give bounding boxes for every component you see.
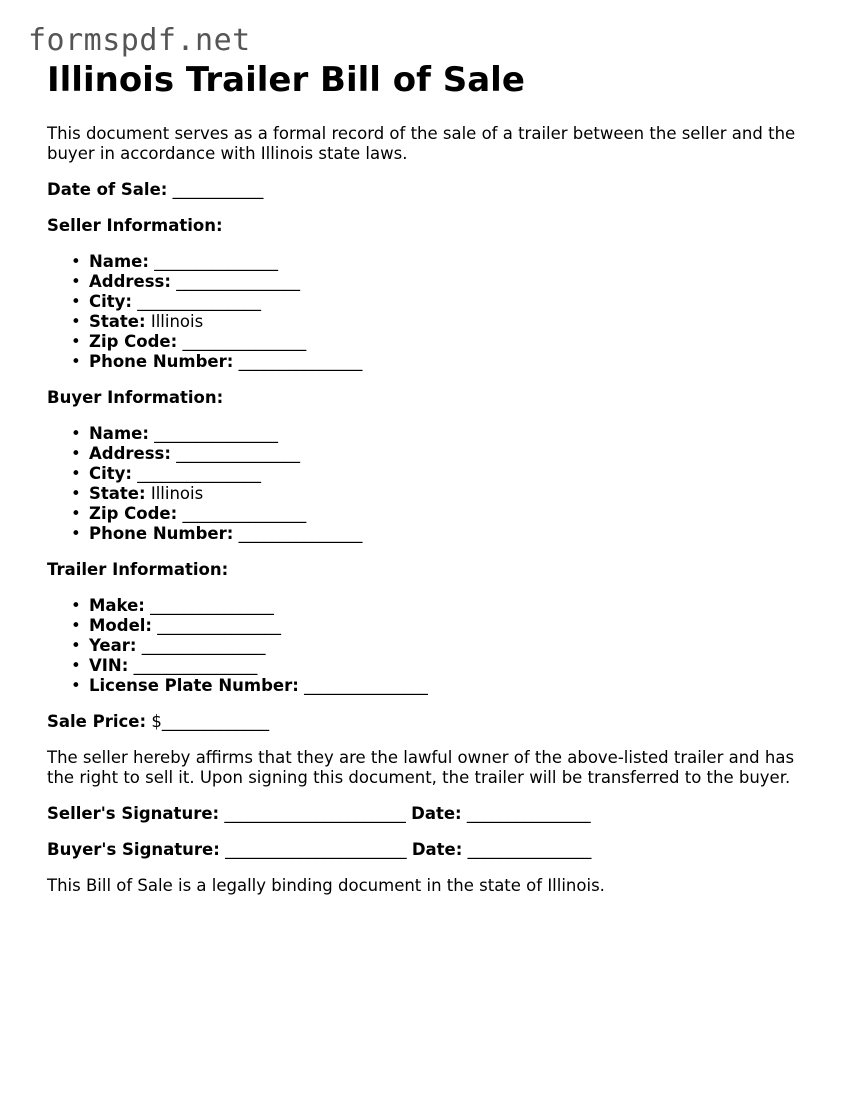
buyer-city-value: _______________: [137, 464, 262, 483]
trailer-model-label: Model:: [89, 616, 153, 635]
bullet-icon: •: [71, 424, 81, 443]
trailer-vin-label: VIN:: [89, 656, 129, 675]
buyer-city-label: City:: [89, 464, 133, 483]
seller-signature-label: Seller's Signature:: [47, 804, 220, 823]
buyer-signature-date-blank: _______________: [467, 840, 592, 859]
bullet-icon: •: [71, 504, 81, 523]
list-item: [71, 484, 822, 504]
bullet-icon: •: [71, 524, 81, 543]
seller-signature-blank: ______________________: [224, 804, 406, 823]
bullet-icon: •: [71, 352, 81, 371]
trailer-make-label: Make:: [89, 596, 145, 615]
watermark-logo: formspdf.net: [28, 23, 251, 58]
list-item: [71, 332, 822, 352]
buyer-phone-value: _______________: [238, 524, 363, 543]
seller-state-value: Illinois: [150, 312, 204, 331]
buyer-name-value: _______________: [154, 424, 278, 443]
seller-phone-value: _______________: [238, 352, 363, 371]
date-of-sale-field: [47, 180, 822, 200]
trailer-section-heading: Trailer Information:: [47, 560, 229, 579]
buyer-zip-value: _______________: [182, 504, 307, 523]
list-item: [71, 444, 822, 464]
seller-phone-label: Phone Number:: [89, 352, 234, 371]
buyer-state-value: Illinois: [150, 484, 204, 503]
buyer-signature-date-label: Date:: [411, 840, 463, 859]
bullet-icon: •: [71, 332, 81, 351]
seller-zip-value: _______________: [182, 332, 307, 351]
bullet-icon: •: [71, 272, 81, 291]
list-item: [71, 524, 822, 544]
document: [47, 60, 822, 896]
trailer-plate-label: License Plate Number:: [89, 676, 299, 695]
seller-name-label: Name:: [89, 252, 149, 271]
trailer-model-value: _______________: [157, 616, 282, 635]
seller-state-label: State:: [89, 312, 146, 331]
buyer-name-label: Name:: [89, 424, 149, 443]
buyer-signature-label: Buyer's Signature:: [47, 840, 220, 859]
list-item: [71, 292, 822, 312]
date-of-sale-blank: ___________: [172, 180, 264, 199]
buyer-signature-field: [47, 840, 822, 860]
bullet-icon: •: [71, 656, 81, 675]
list-item: [71, 424, 822, 444]
list-item: [71, 656, 822, 676]
list-item: [71, 596, 822, 616]
bullet-icon: •: [71, 484, 81, 503]
seller-address-value: _______________: [176, 272, 300, 291]
buyer-address-value: _______________: [176, 444, 300, 463]
bullet-icon: •: [71, 464, 81, 483]
trailer-year-label: Year:: [89, 636, 137, 655]
sale-price-blank: $_____________: [151, 712, 270, 731]
bullet-icon: •: [71, 636, 81, 655]
list-item: [71, 352, 822, 372]
intro-paragraph: This document serves as a formal record of the sale of a trailer between the seller and the buyer in accordance with Illinois state laws.: [47, 124, 796, 163]
buyer-address-label: Address:: [89, 444, 171, 463]
trailer-plate-value: _______________: [304, 676, 428, 695]
seller-zip-label: Zip Code:: [89, 332, 178, 351]
buyer-signature-blank: ______________________: [225, 840, 407, 859]
seller-address-label: Address:: [89, 272, 171, 291]
buyer-section-heading: Buyer Information:: [47, 388, 224, 407]
list-item: [71, 272, 822, 292]
list-item: [71, 464, 822, 484]
buyer-zip-label: Zip Code:: [89, 504, 178, 523]
trailer-vin-value: _______________: [133, 656, 258, 675]
sale-price-label: Sale Price:: [47, 712, 147, 731]
seller-city-label: City:: [89, 292, 133, 311]
trailer-year-value: _______________: [141, 636, 266, 655]
bullet-icon: •: [71, 312, 81, 331]
seller-signature-date-blank: _______________: [466, 804, 591, 823]
list-item: [71, 252, 822, 272]
bullet-icon: •: [71, 616, 81, 635]
bullet-icon: •: [71, 292, 81, 311]
list-item: [71, 616, 822, 636]
bullet-icon: •: [71, 596, 81, 615]
buyer-info-list: [47, 424, 822, 544]
list-item: [71, 676, 822, 696]
buyer-phone-label: Phone Number:: [89, 524, 234, 543]
sale-price-field: [47, 712, 822, 732]
list-item: [71, 312, 822, 332]
list-item: [71, 636, 822, 656]
bullet-icon: •: [71, 252, 81, 271]
trailer-info-list: [47, 596, 822, 696]
trailer-make-value: _______________: [150, 596, 274, 615]
bullet-icon: •: [71, 444, 81, 463]
seller-section-heading: Seller Information:: [47, 216, 223, 235]
seller-signature-date-label: Date:: [411, 804, 462, 823]
seller-info-list: [47, 252, 822, 372]
date-of-sale-label: Date of Sale:: [47, 180, 168, 199]
affirmation-paragraph: The seller hereby affirms that they are the lawful owner of the above-listed trailer and has the right to sell it. Upon signing this document, the trailer will be transferred to the buyer.: [47, 748, 795, 787]
closing-statement: This Bill of Sale is a legally binding document in the state of Illinois.: [47, 876, 605, 895]
seller-name-value: _______________: [154, 252, 278, 271]
seller-city-value: _______________: [137, 292, 262, 311]
list-item: [71, 504, 822, 524]
page-title: Illinois Trailer Bill of Sale: [47, 60, 525, 100]
buyer-state-label: State:: [89, 484, 146, 503]
bullet-icon: •: [71, 676, 81, 695]
seller-signature-field: [47, 804, 822, 824]
